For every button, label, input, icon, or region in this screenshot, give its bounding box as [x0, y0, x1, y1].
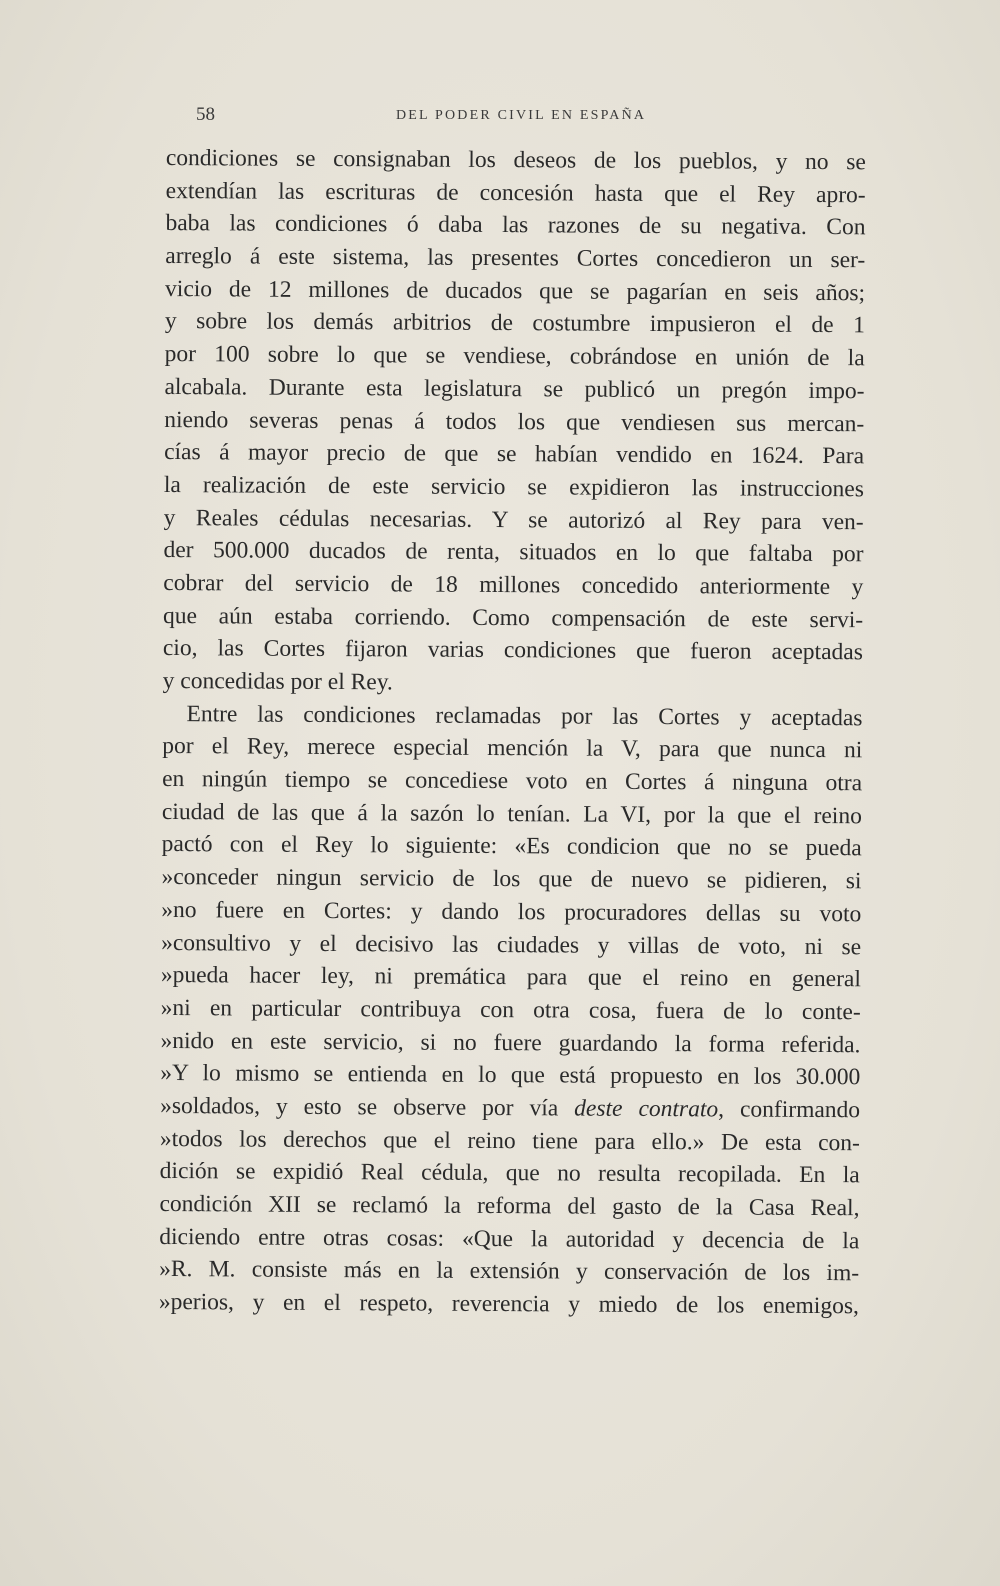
italic-text: deste contrato [574, 1095, 719, 1123]
text-line: ciudad de las que á la sazón lo tenían. La VI, por la que el reino [161, 798, 862, 830]
text-line: »ni en particular contribuya con otra cosa, fuera de lo conte- [160, 994, 861, 1026]
text-line: arreglo á este sistema, las presentes Cortes concedieron un ser- [165, 243, 866, 274]
text-line: condición XII se reclamó la reforma del gasto de la Casa Real, [159, 1190, 860, 1222]
running-title: DEL PODER CIVIL EN ESPAÑA [396, 108, 647, 123]
text-line: »R. M. consiste más en la extensión y conservación de los im- [159, 1256, 860, 1287]
text-line: dición se expidió Real cédula, que no resulta recopilada. En la [159, 1158, 860, 1189]
text-segment: »soldados, y esto se observe por vía [160, 1092, 575, 1122]
text-line: baba las condiciones ó daba las razones de su negativa. Con [165, 210, 866, 241]
text-line: que aún estaba corriendo. Como compensación de este servi- [163, 602, 864, 633]
text-line: y sobre los demás arbitrios de costumbre impusieron el de 1 [164, 308, 865, 339]
text-line: alcabala. Durante esta legislatura se publicó un pregón impo- [164, 373, 865, 405]
text-line: y concedidas por el Rey. [162, 667, 393, 696]
text-line: cio, las Cortes fijaron varias condiciones que fueron aceptadas [162, 635, 863, 666]
text-line: niendo severas penas á todos los que vendiesen sus mercan- [164, 406, 865, 437]
text-line: »conceder ningun servicio de los que de nuevo se pidieren, si [161, 864, 862, 895]
text-line: »todos los derechos que el reino tiene para ello.» De esta con- [159, 1125, 860, 1156]
text-line: por 100 sobre lo que se vendiese, cobrándose en unión de la [164, 341, 865, 372]
text-line: »perios, y en el respeto, reverencia y miedo de los enemigos, [158, 1289, 859, 1320]
paragraph-1 [163, 142, 866, 702]
text-line: condiciones se consignaban los deseos de los pueblos, y no se [165, 144, 866, 176]
page-number: 58 [196, 104, 215, 125]
text-line: y Reales cédulas necesarias. Y se autorizó al Rey para ven- [163, 504, 864, 535]
text-line: »pueda hacer ley, ni premática para que el reino en general [160, 962, 861, 993]
text-line: en ningún tiempo se concediese voto en Cortes á ninguna otra [162, 766, 863, 797]
text-line: »Y lo mismo se entienda en lo que está propuesto en los 30.000 [160, 1060, 861, 1091]
text-line-with-italic [160, 1090, 860, 1127]
text-line: cías á mayor precio de que se habían vendido en 1624. Para [164, 439, 865, 470]
text-line: Entre las condiciones reclamadas por las Cortes y aceptadas [186, 700, 863, 731]
text-line: vicio de 12 millones de ducados que se pagarían en seis años; [165, 275, 866, 307]
page-header [196, 104, 666, 134]
text-line: »consultivo y el decisivo las ciudades y villas de voto, ni se [161, 929, 862, 960]
text-line: der 500.000 ducados de renta, situados en lo que faltaba por [163, 537, 864, 568]
text-line: por el Rey, merece especial mención la V, para que nunca ni [162, 733, 863, 764]
text-segment: , confirmando [718, 1096, 861, 1124]
text-line: diciendo entre otras cosas: «Que la autoridad y decencia de la [159, 1223, 860, 1254]
body-text [159, 142, 866, 1323]
text-line: pactó con el Rey lo siguiente: «Es condicion que no se pueda [161, 831, 862, 862]
text-line: »nido en este servicio, si no fuere guardando la forma referida. [160, 1027, 861, 1058]
text-line: cobrar del servicio de 18 millones concedido anteriormente y [163, 569, 864, 601]
paragraph-2 [159, 698, 863, 1323]
text-line: la realización de este servicio se expidieron las instrucciones [163, 471, 864, 503]
text-line: »no fuere en Cortes: y dando los procuradores dellas su voto [161, 896, 862, 928]
text-line: extendían las escrituras de concesión hasta que el Rey apro- [165, 177, 866, 208]
